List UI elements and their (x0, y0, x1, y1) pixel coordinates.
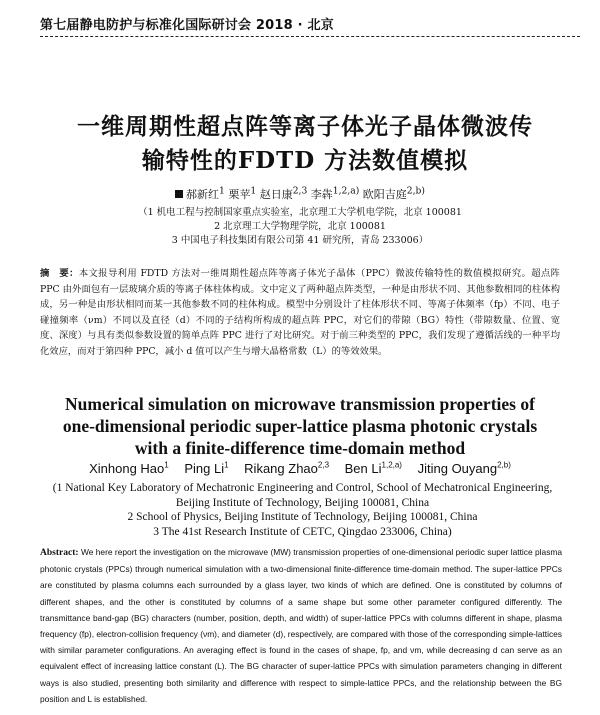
author: Ben Li (344, 461, 382, 476)
header-rule (40, 36, 580, 37)
author: 郝新红 (186, 188, 220, 201)
affiliation-line: 2 北京理工大学物理学院，北京 100081 (214, 221, 386, 232)
affiliation-line: 3 The 41st Research Institute of CETC, Qingdao 233006, China) (153, 525, 452, 538)
abstract-text: 本文报导利用 FDTD 方法对一维周期性超点阵等离子体光子晶体（PPC）微波传输特性的数值模拟研究。超点阵 PPC 由外面包有一层玻璃介质的等离子体柱体构成。文中定义了两种超点阵类型，一种是由形状不同、其他参数相同的柱体构成，另一种是由形状相同而某一其他参数不同的柱体构成。模型中分别设计了柱体形状不同、等离子体频率（fp）不同、电子碰撞频率（νm）不同以及直径（d）不同的子结构所构成的超点阵 PPC，对它们的带隙（BG）特性（带隙数量、位置、宽度、深度）与具有类似参数设置的简单点阵 PPC 进行了对比研究。对于前三种类型的 PPC，我们发现了遵循活线的一种平均化效应，而对于第四种 PPC，减小 d 值可以产生与增大晶格常数（L）的等效效果。 (40, 268, 560, 357)
author: 赵日康 (259, 188, 293, 201)
author-sup: 1 (250, 185, 257, 197)
english-abstract (40, 544, 562, 707)
author: Xinhong Hao (89, 461, 165, 476)
author-sup: 2,3 (292, 185, 308, 197)
page-header (40, 12, 580, 38)
author-sup: 1,2,a) (381, 460, 402, 470)
chinese-title: 一维周期性超点阵等离子体光子晶体微波传输特性的FDTD 方法数值模拟 (77, 113, 533, 174)
affiliation-line: 3 中国电子科技集团有限公司第 41 研究所，青岛 233006） (171, 235, 429, 246)
author-sup: 1 (164, 460, 169, 470)
author-sup: 1 (219, 185, 225, 197)
author: Ping Li (184, 461, 225, 476)
conference-title: 第七届静电防护与标准化国际研讨会 2018 · 北京 (40, 18, 334, 33)
chinese-abstract (40, 266, 560, 359)
author: 欧阳吉庭 (362, 188, 407, 201)
author-sup: 2,3 (317, 460, 330, 470)
author-sup: 2,b) (406, 185, 425, 197)
author: Jiting Ouyang (417, 461, 498, 476)
affiliation-line: （1 机电工程与控制国家重点实验室，北京理工大学机电学院，北京 100081 (138, 207, 462, 218)
author-sup: 1,2,a) (332, 185, 360, 197)
abstract-label: 摘 要： (40, 268, 79, 279)
author-marker-icon (175, 190, 183, 198)
affiliation-line: 2 School of Physics, Beijing Institute of Technology, Beijing 100081, China (127, 511, 478, 523)
chinese-affiliations (0, 206, 600, 248)
author-sup: 1 (224, 460, 229, 470)
author: Rikang Zhao (244, 461, 318, 476)
author: 李犇 (310, 188, 333, 201)
english-title: Numerical simulation on microwave transmission properties of one-dimensional periodic super-lattice plasma photonic crystals with a finite-difference time-domain method (62, 394, 538, 458)
author-sup: 2,b) (497, 460, 511, 470)
affiliation-line: (1 National Key Laboratory of Mechatronic Engineering and Control, School of Mechatronical Engineering, Beijing Institute of Technology, Beijing 100081, China (52, 482, 553, 509)
english-authors (0, 461, 600, 476)
abstract-text: We here report the investigation on the microwave (MW) transmission properties of one-dimensional periodic super lattice plasma photonic crystals (PPCs) through numerical simulation with a two-dimensional finite-difference time-domain method. The super-lattice PPCs are constituted by plasma columns each surrounded by a glass layer, two kinds of which are defined. One is constituted by columns of different shapes, and the other is constituted by columns of a same shape but some other parameter configured differently. The transmittance band-gap (BG) characters (number, position, depth, and width) of super-lattice PPCs with columns different in shape, plasma frequency (fp), electron-collision frequency (νm), and diameter (d), respectively, are compared with those of the corresponding simple-lattices with similar parameter configurations. An averaging effect is found in the cases of shape, fp, and νm, while decreasing d can serve as an equivalent effect of increasing lattice constant (L). The BG character of super-lattice PPCs with simulation parameters changing in different ways is also studied, presenting both similarity and difference with respect to simple-lattice PPCs, and the relationship between the BG position and L is established. (40, 547, 563, 704)
author: 栗苹 (228, 188, 251, 201)
abstract-label: Abstract: (40, 548, 79, 558)
english-affiliations (40, 481, 565, 539)
chinese-authors (0, 186, 600, 202)
